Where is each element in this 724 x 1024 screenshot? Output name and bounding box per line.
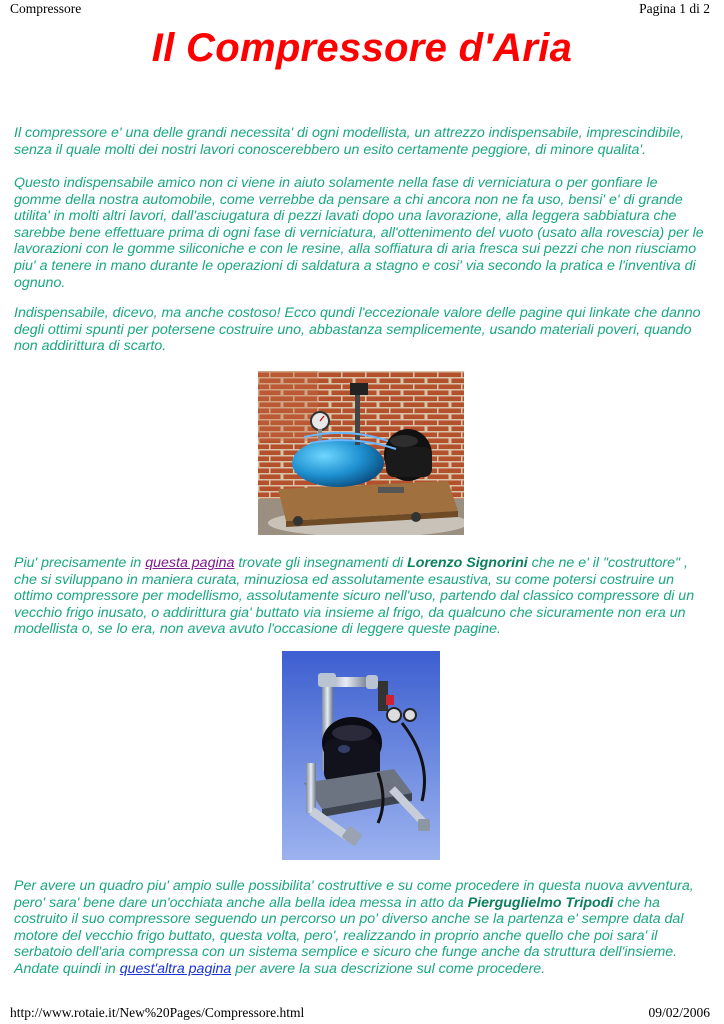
print-footer-url: http://www.rotaie.it/New%20Pages/Compressore.html: [10, 1005, 305, 1020]
paragraph-signorini-intro: Piu' precisamente in: [14, 555, 146, 571]
print-header-title: Compressore: [10, 1, 82, 16]
author-name-tripodi: Pierguglielmo Tripodi: [467, 894, 614, 911]
page-title: Il Compressore d'Aria: [151, 26, 573, 70]
paragraph-uses: [14, 175, 708, 291]
link-questaltra-pagina[interactable]: quest'altra pagina: [119, 960, 232, 977]
paragraph-tripodi-rest: per avere la sua descrizione sul come procedere.: [231, 960, 546, 977]
paragraph-tripodi-middle: che ha costruito il suo compressore seguendo un percorso un po' diverso anche se la partenza e' sempre data dal motore del vecchio frigo buttato, questa volta, pero', realizzando in proprio anche quello che poi sara' il serbatoio dell'aria compressa con un sistema semplice e sicuro che funge anche da struttura dell'insieme. Andate quindi in: [14, 894, 684, 977]
paragraph-signorini: [14, 555, 708, 638]
paragraph-uses-text: Questo indispensabile amico non ci viene in aiuto solamente nella fase di verniciatura o per gonfiare le gomme della nostra automobile, come verrebbe da pensare a chi ancora non ne fa uso, bensi' e' di grande utilita' in molti altri lavori, dall'asciugatura di pezzi lavati dopo una lavorazione, alla leggera sabbiatura che sarebbe bene effettuare prima di ogni fase di verniciatura, all'ottenimento del vuoto (usato alla rovescia) per le lavorazioni con le gomme siliconiche e con le resine, alla soffiatura di aria fresca sui pezzi che non riusciamo piu' a tenere in mano durante le operazioni di saldatura a stagno e cosi' via secondo la pratica e l'inventiva di ognuno.: [14, 175, 704, 291]
paragraph-tripodi-intro: Per avere un quadro piu' ampio sulle possibilita' costruttive e su come procedere in questa nuova avventura, pero' sara' bene dare un'occhiata anche alla bella idea messa in atto da: [14, 878, 694, 911]
author-name-signorini: Lorenzo Signorini: [407, 555, 528, 571]
paragraph-tripodi: [14, 878, 708, 978]
compressor-photo-tank: [258, 371, 464, 535]
paragraph-cost-text: Indispensabile, dicevo, ma anche costoso! Ecco qundi l'eccezionale valore delle pagine qui linkate che danno degli ottimi spunti per potersene costruire uno, abbastanza semplicemente, usando materiali poveri, quando non addirittura di scarto.: [14, 305, 701, 355]
link-questa-pagina[interactable]: questa pagina: [145, 555, 235, 571]
paragraph-cost: [14, 305, 708, 355]
paragraph-intro: [14, 125, 708, 158]
paragraph-intro-text: Il compressore e' una delle grandi necessita' di ogni modellista, un attrezzo indispensabile, imprescindibile, senza il quale molti dei nostri lavori conoscerebbero un esito certamente peggiore, di minore qualita'.: [14, 125, 685, 158]
paragraph-signorini-middle: trovate gli insegnamenti di: [234, 555, 408, 571]
print-header-page-number: Pagina 1 di 2: [639, 1, 710, 16]
paragraph-signorini-rest: che ne e' il "costruttore" , che si sviluppano in maniera curata, minuziosa ed assolutamente esaustiva, su come potersi costruire un ottimo compressore per modellismo, assolutamente sicuro nell'uso, partendo dal classico compressore di un vecchio frigo inusato, o addirittura gia' buttato via insieme al frigo, da qualcuno che sicuramente non era un modellista o, se lo era, non aveva avuto l'occasione di leggere queste pagine.: [14, 555, 695, 638]
print-footer-date: 09/02/2006: [648, 1005, 710, 1020]
compressor-photo-frame: [282, 651, 440, 860]
